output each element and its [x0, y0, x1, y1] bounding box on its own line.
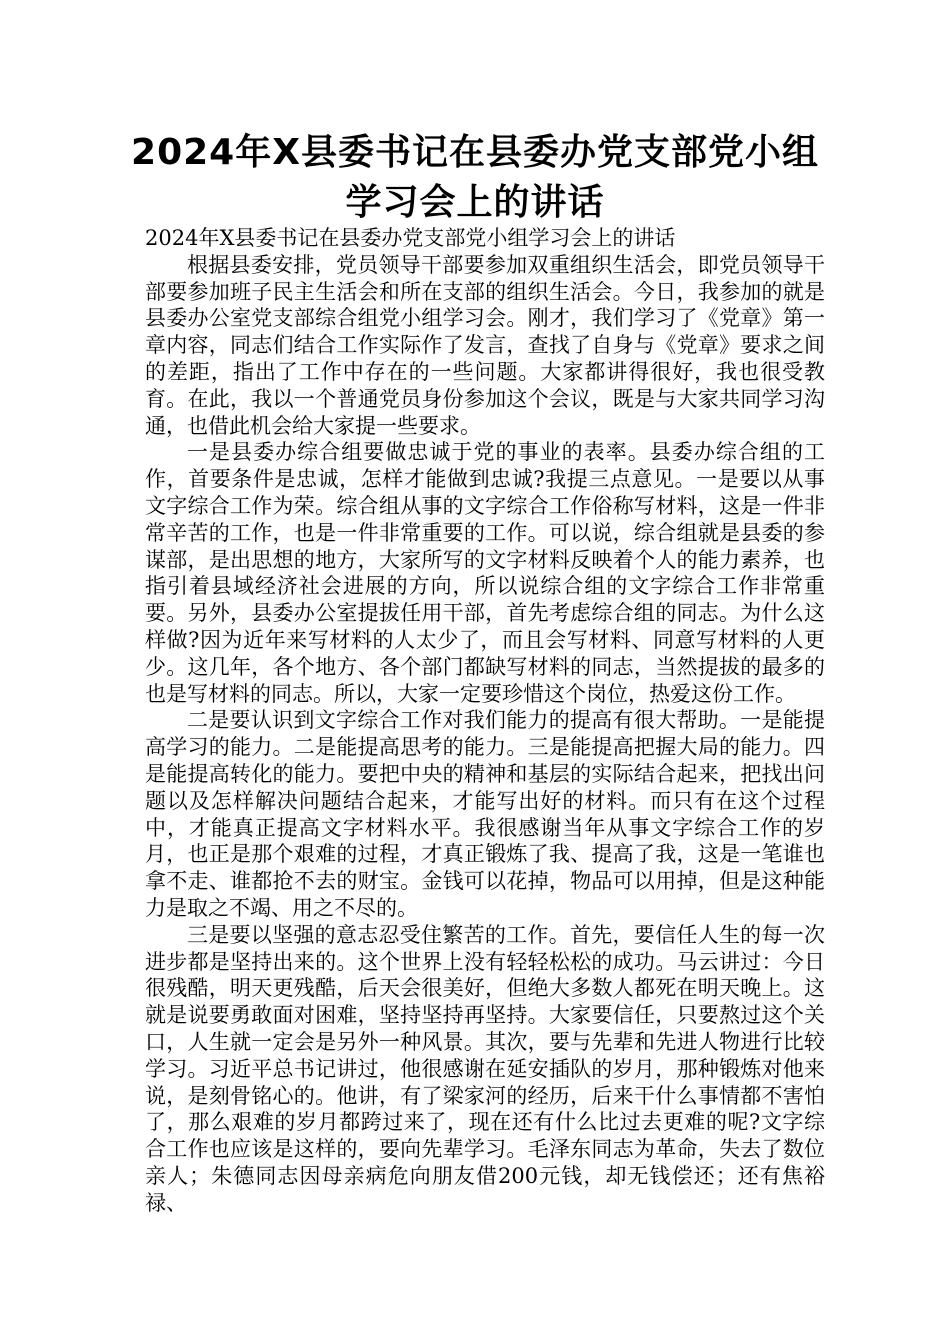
paragraph-point-three: 三是要以坚强的意志忍受住繁苦的工作。首先，要信任人生的每一次进步都是坚持出来的。这个世界上没有轻轻松松的成功。马云讲过：今日很残酷，明天更残酷，后天会很美好，但绝大多数人都死在明天晚上。这就是说要勇敢面对困难，坚持坚持再坚持。大家要信任，只要熬过这个关口，人生就一定会是另外一种风景。其次，要与先辈和先进人物进行比较学习。习近平总书记讲过，他很感谢在延安插队的岁月，那种锻炼对他来说，是刻骨铭心的。他讲，有了梁家河的经历，后来干什么事情都不害怕了，那么艰难的岁月都跨过来了，现在还有什么比过去更难的呢?文字综合工作也应该是这样的，要向先辈学习。毛泽东同志为革命，失去了数位亲人；朱德同志因母亲病危向朋友借200元钱，却无钱偿还；还有焦裕禄、	[145, 922, 825, 1215]
document-body	[145, 225, 825, 1216]
paragraph-intro: 根据县委安排，党员领导干部要参加双重组织生活会，即党员领导干部要参加班子民主生活会和所在支部的组织生活会。今日，我参加的就是县委办公室党支部综合组党小组学习会。刚才，我们学习了《党章》第一章内容，同志们结合工作实际作了发言，查找了自身与《党章》要求之间的差距，指出了工作中存在的一些问题。大家都讲得很好，我也很受教育。在此，我以一个普通党员身份参加这个会议，既是与大家共同学习沟通，也借此机会给大家提一些要求。	[145, 252, 825, 438]
document-title: 2024年X县委书记在县委办党支部党小组学习会上的讲话	[131, 132, 819, 223]
document-subtitle: 2024年X县委书记在县委办党支部党小组学习会上的讲话	[145, 226, 676, 250]
paragraph-point-one: 一是县委办综合组要做忠诚于党的事业的表率。县委办综合组的工作，首要条件是忠诚，怎样才能做到忠诚?我提三点意见。一是要以从事文字综合工作为荣。综合组从事的文字综合工作俗称写材料，这是一件非常辛苦的工作，也是一件非常重要的工作。可以说，综合组就是县委的参谋部，是出思想的地方，大家所写的文字材料反映着个人的能力素养，也指引着县域经济社会进展的方向，所以说综合组的文字综合工作非常重要。另外，县委办公室提拔任用干部，首先考虑综合组的同志。为什么这样做?因为近年来写材料的人太少了，而且会写材料、同意写材料的人更少。这几年，各个地方、各个部门都缺写材料的同志，当然提拔的最多的也是写材料的同志。所以，大家一定要珍惜这个岗位，热爱这份工作。	[145, 440, 825, 706]
paragraph-point-two: 二是要认识到文字综合工作对我们能力的提高有很大帮助。一是能提高学习的能力。二是能提高思考的能力。三是能提高把握大局的能力。四是能提高转化的能力。要把中央的精神和基层的实际结合起来，把找出问题以及怎样解决问题结合起来，才能写出好的材料。而只有在这个过程中，才能真正提高文字材料水平。我很感谢当年从事文字综合工作的岁月，也正是那个艰难的过程，才真正锻炼了我、提高了我，这是一笔谁也拿不走、谁都抢不去的财宝。金钱可以花掉，物品可以用掉，但是这种能力是取之不竭、用之不尽的。	[145, 708, 825, 920]
